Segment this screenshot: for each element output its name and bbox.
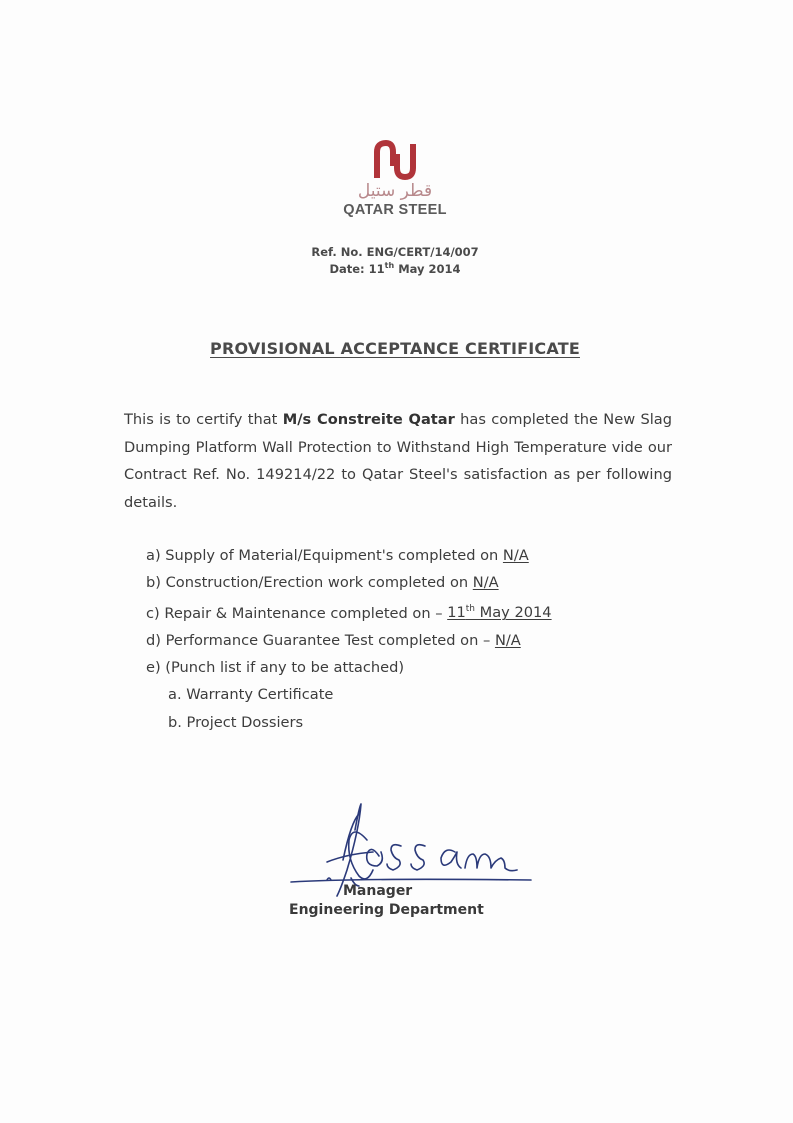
list-item: a) Supply of Material/Equipment's completed on N/A bbox=[146, 547, 529, 564]
document-title: PROVISIONAL ACCEPTANCE CERTIFICATE bbox=[210, 339, 580, 358]
list-item: d) Performance Guarantee Test completed on – N/A bbox=[146, 631, 521, 649]
list-item: c) Repair & Maintenance completed on – 11th May 2014 bbox=[146, 604, 552, 622]
logo-english-text: QATAR STEEL bbox=[343, 202, 447, 218]
company-name: M/s Constreite Qatar bbox=[282, 411, 455, 428]
sub-list-item: a. Warranty Certificate bbox=[168, 686, 334, 704]
company-logo bbox=[320, 140, 470, 218]
list-item: e) (Punch list if any to be attached) bbox=[146, 659, 405, 677]
signatory-role: Manager bbox=[343, 883, 413, 899]
reference-number: Ref. No. ENG/CERT/14/007 bbox=[311, 245, 479, 259]
sub-list-item: b. Project Dossiers bbox=[168, 713, 304, 731]
reference-date: Date: 11th May 2014 bbox=[329, 261, 461, 276]
signatory-department: Engineering Department bbox=[289, 902, 484, 918]
list-item: b) Construction/Erection work completed on N/A bbox=[146, 574, 499, 592]
logo-arabic-text: قطر ستيل bbox=[357, 181, 433, 201]
details-list bbox=[146, 542, 666, 736]
reference-block bbox=[240, 245, 550, 276]
certification-paragraph: This is to certify that M/s Constreite Qatar has completed the New Slag Dumping Platform Wall Protection to Withstand High Temperature vide our Contract Ref. No. 149214/22 to Qatar Steel's satisfaction as per following details. bbox=[124, 411, 672, 511]
qatar-steel-logo-mark bbox=[369, 140, 421, 180]
